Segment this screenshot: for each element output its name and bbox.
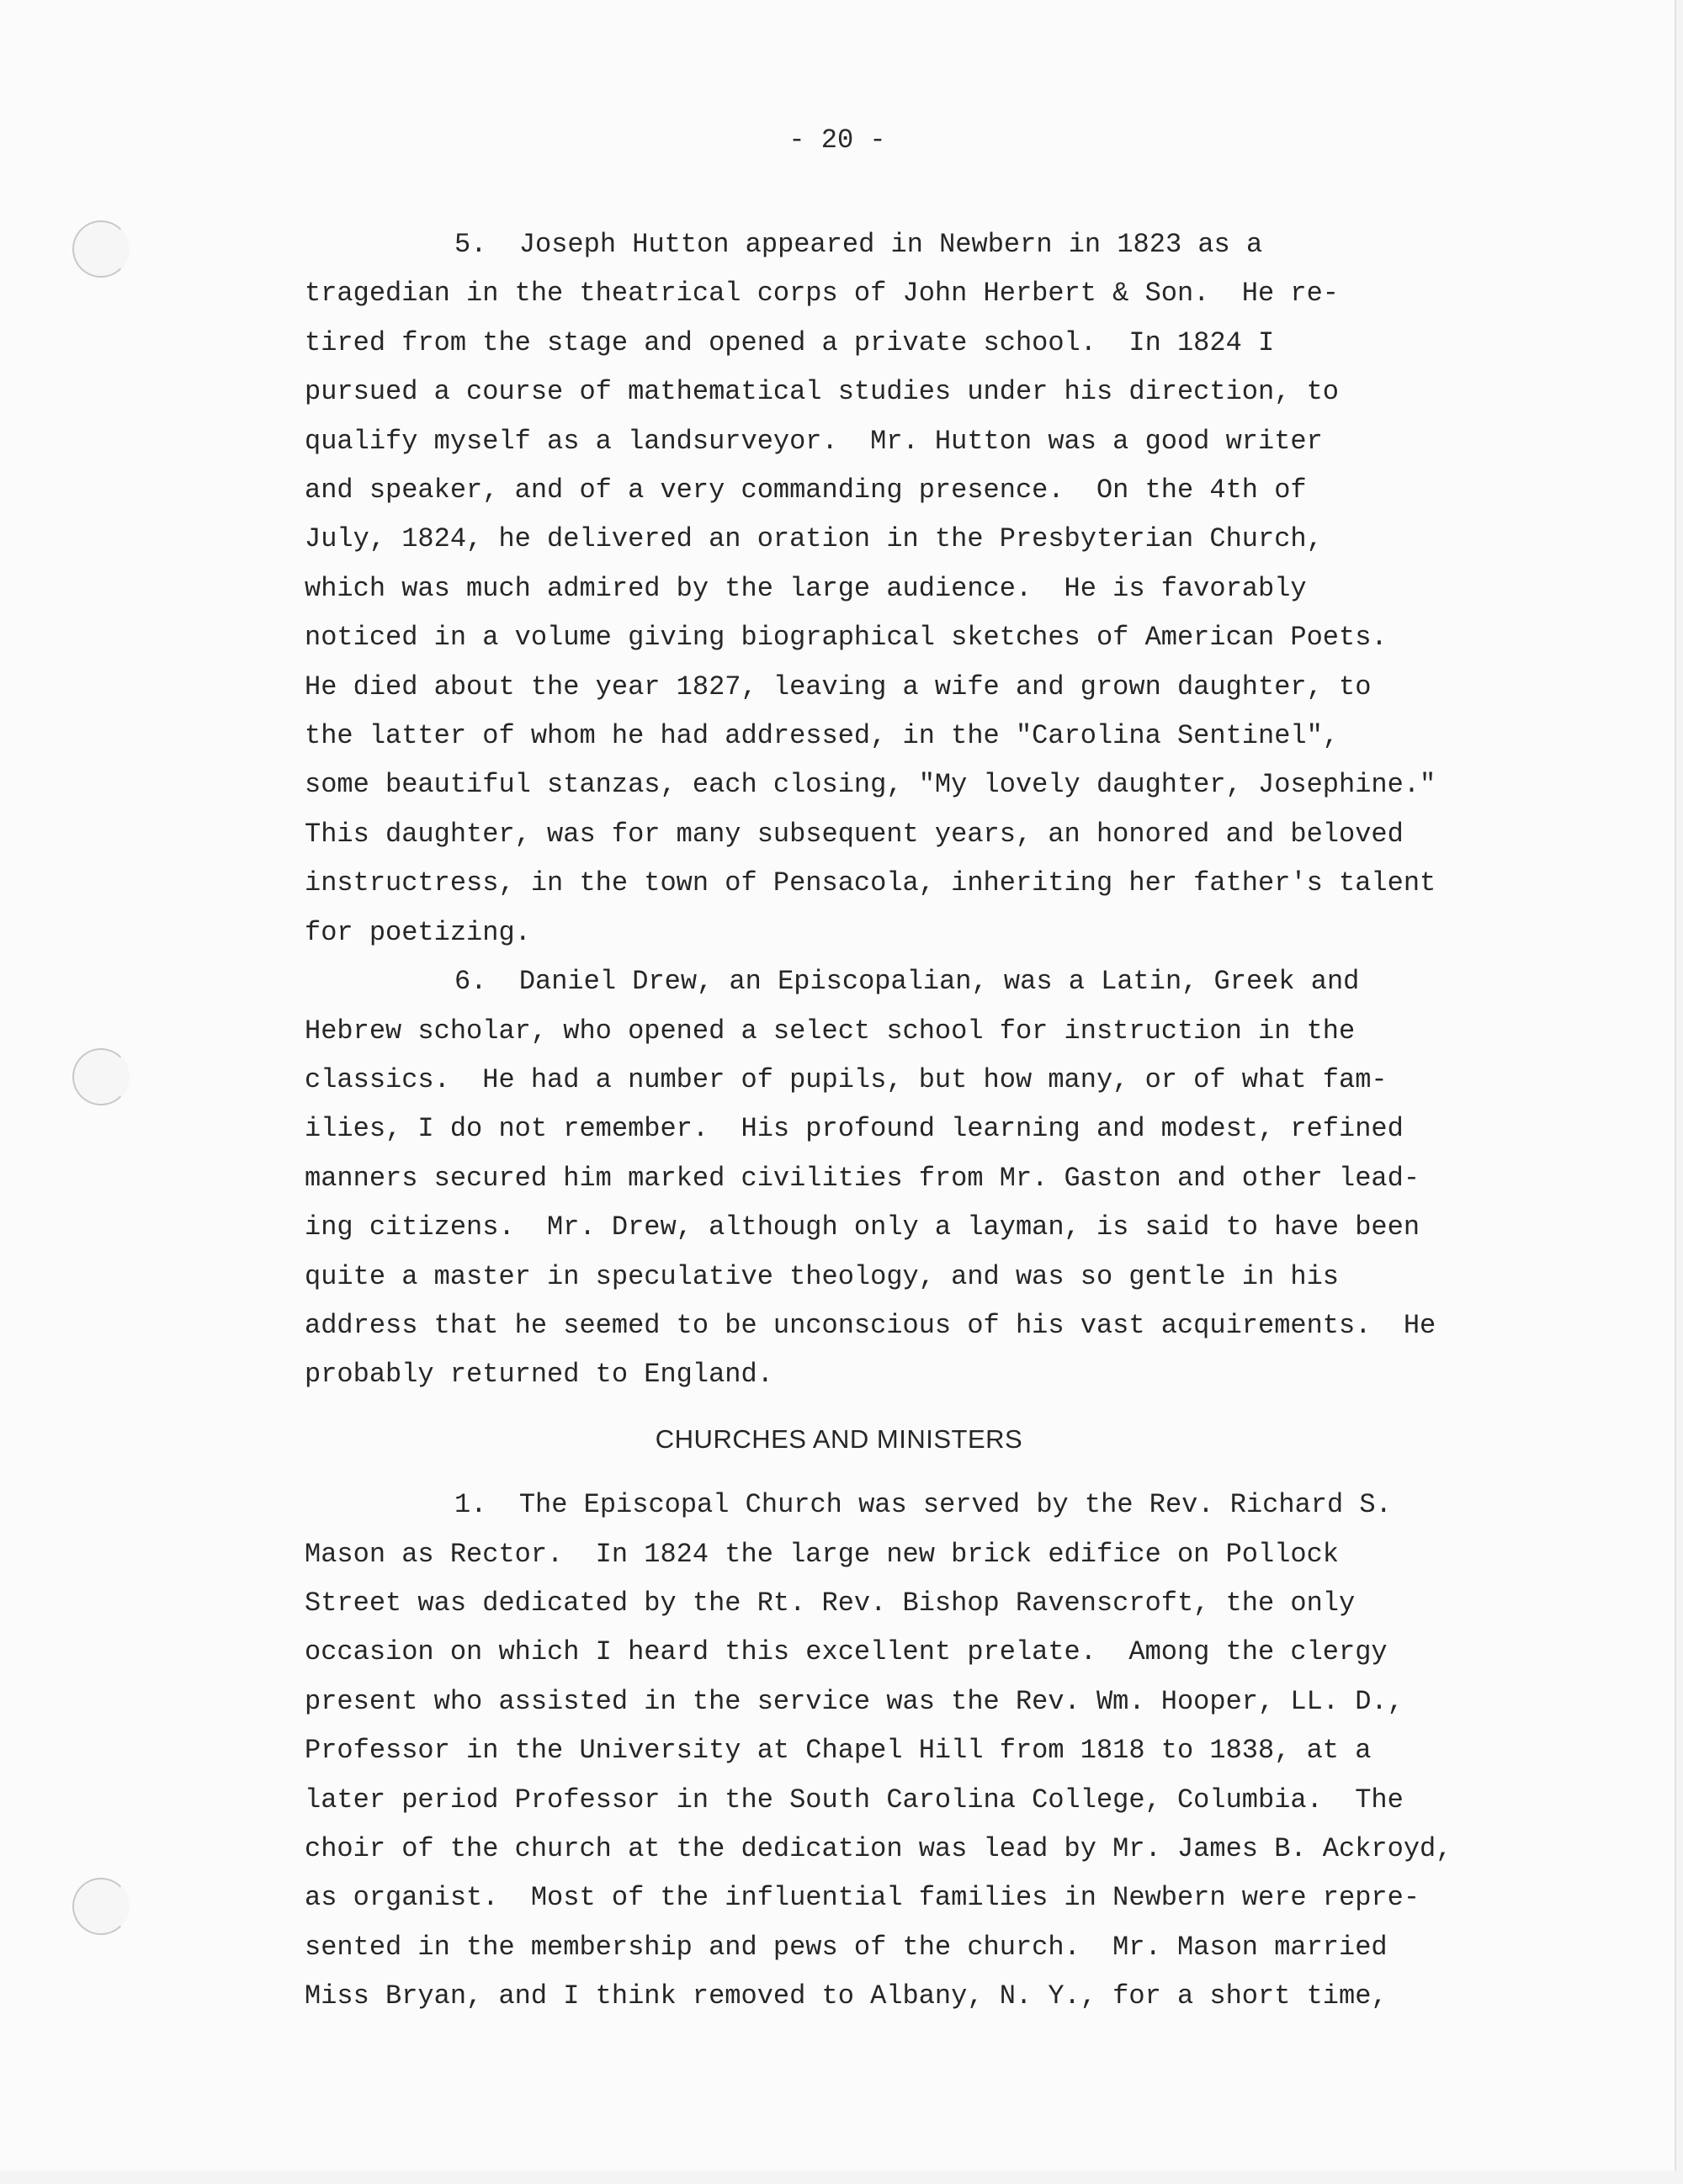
text-line: tired from the stage and opened a private school. In 1824 I — [305, 326, 1275, 358]
text-line: sented in the membership and pews of the church. Mr. Mason married — [305, 1931, 1388, 1963]
text-line: qualify myself as a landsurveyor. Mr. Hutton was a good writer — [305, 425, 1323, 457]
text-line: probably returned to England. — [305, 1359, 773, 1391]
text-line: Miss Bryan, and I think removed to Albany, N. Y., for a short time, — [305, 1980, 1388, 2012]
text-line: 1. The Episcopal Church was served by the Rev. Richard S. — [454, 1489, 1392, 1521]
text-line: address that he seemed to be unconscious of his vast acquirements. He — [305, 1309, 1436, 1341]
text-line: tragedian in the theatrical corps of John Herbert & Son. He re- — [305, 278, 1339, 310]
text-line: This daughter, was for many subsequent years, an honored and beloved — [305, 818, 1404, 850]
text-line: which was much admired by the large audience. He is favorably — [305, 572, 1307, 604]
text-line: July, 1824, he delivered an oration in the Presbyterian Church, — [305, 523, 1323, 555]
document-body — [305, 220, 1452, 2022]
text-line: 6. Daniel Drew, an Episcopalian, was a Latin, Greek and — [454, 966, 1360, 998]
punch-hole — [72, 220, 130, 278]
text-line: pursued a course of mathematical studies under his direction, to — [305, 376, 1339, 408]
paragraph — [305, 957, 1452, 1400]
text-line: the latter of whom he had addressed, in the "Carolina Sentinel", — [305, 720, 1339, 752]
text-line: and speaker, and of a very commanding presence. On the 4th of — [305, 474, 1307, 506]
text-line: classics. He had a number of pupils, but how many, or of what fam- — [305, 1063, 1388, 1095]
paragraph — [305, 220, 1452, 957]
text-line: manners secured him marked civilities from Mr. Gaston and other lead- — [305, 1162, 1420, 1194]
text-line: noticed in a volume giving biographical sketches of American Poets. — [305, 622, 1388, 654]
text-line: ilies, I do not remember. His profound learning and modest, refined — [305, 1113, 1404, 1145]
section-heading: CHURCHES AND MINISTERS — [655, 1423, 1023, 1454]
text-line: Street was dedicated by the Rt. Rev. Bishop Ravenscroft, the only — [305, 1587, 1356, 1619]
text-line: Mason as Rector. In 1824 the large new brick edifice on Pollock — [305, 1538, 1339, 1570]
text-line: 5. Joseph Hutton appeared in Newbern in 1823 as a — [454, 229, 1263, 260]
page-number: - 20 - — [788, 125, 886, 156]
text-line: present who assisted in the service was the Rev. Wm. Hooper, LL. D., — [305, 1685, 1404, 1717]
text-line: He died about the year 1827, leaving a wife and grown daughter, to — [305, 671, 1372, 702]
text-line: occasion on which I heard this excellent prelate. Among the clergy — [305, 1636, 1388, 1668]
text-line: later period Professor in the South Carolina College, Columbia. The — [305, 1784, 1404, 1816]
text-line: choir of the church at the dedication was lead by Mr. James B. Ackroyd, — [305, 1833, 1452, 1864]
punch-hole — [72, 1878, 130, 1935]
punch-hole — [72, 1048, 130, 1105]
text-line: Professor in the University at Chapel Hill from 1818 to 1838, at a — [305, 1735, 1372, 1767]
text-line: Hebrew scholar, who opened a select school for instruction in the — [305, 1015, 1356, 1047]
text-line: some beautiful stanzas, each closing, "My lovely daughter, Josephine." — [305, 769, 1436, 801]
paragraph — [305, 1481, 1452, 2021]
text-line: instructress, in the town of Pensacola, inheriting her father's talent — [305, 867, 1436, 899]
text-line: quite a master in speculative theology, and was so gentle in his — [305, 1260, 1339, 1292]
text-line: as organist. Most of the influential families in Newbern were repre- — [305, 1882, 1420, 1914]
text-line: for poetizing. — [305, 916, 531, 948]
text-line: ing citizens. Mr. Drew, although only a layman, is said to have been — [305, 1211, 1420, 1243]
